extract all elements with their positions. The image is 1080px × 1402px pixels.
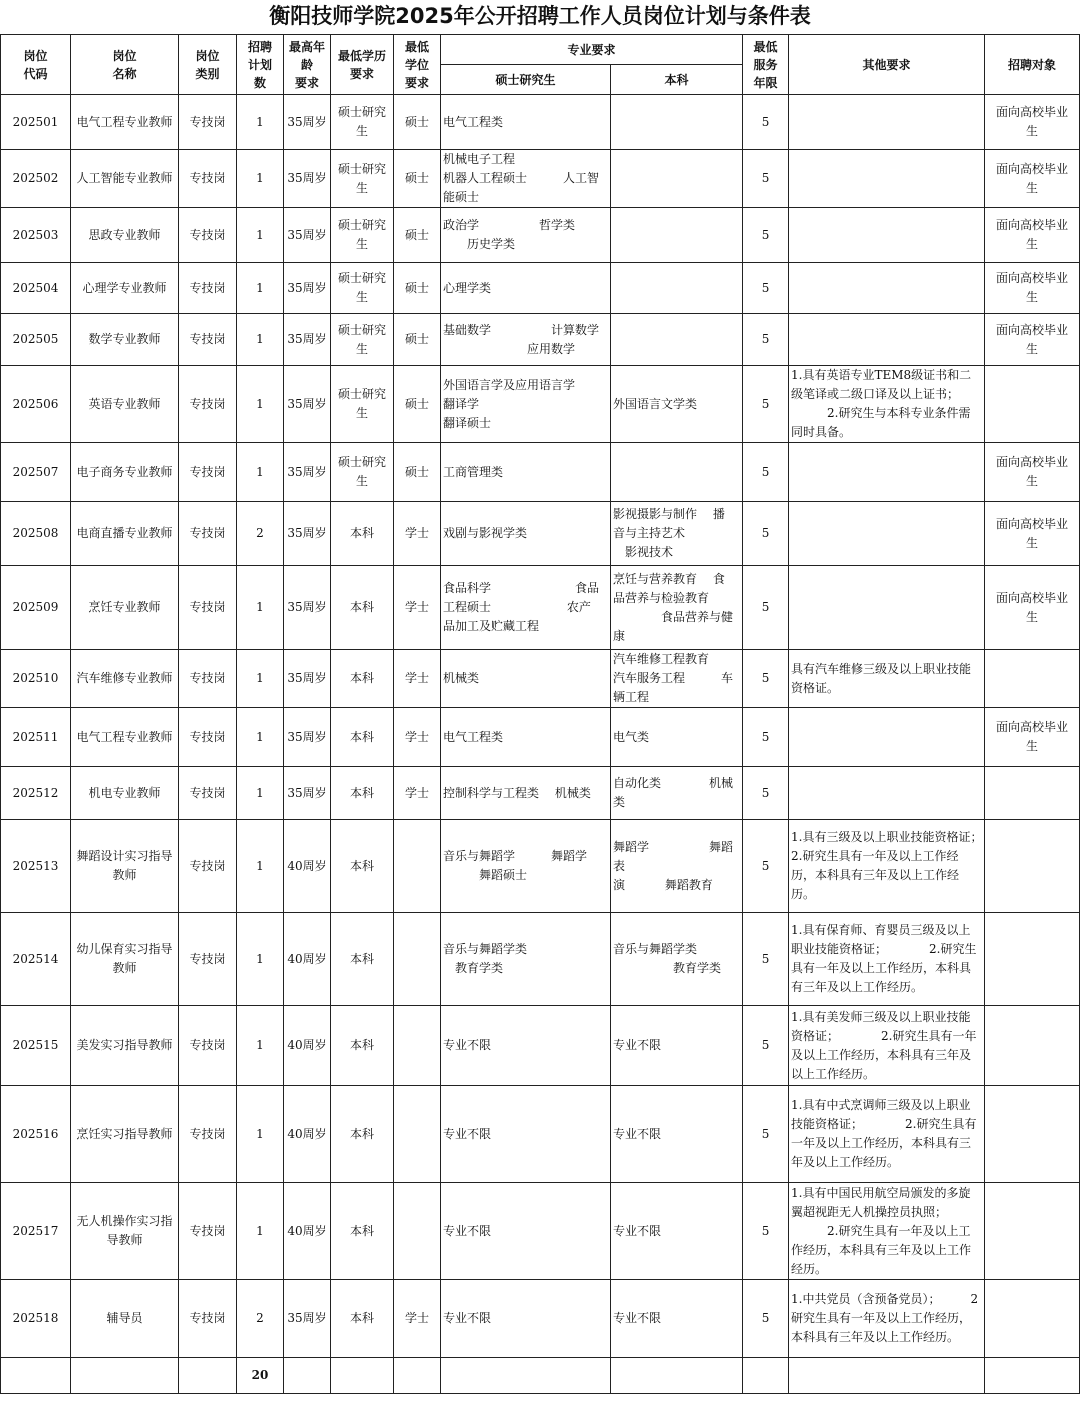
- total-empty-cell: [441, 1358, 611, 1394]
- cell-category: 专技岗: [179, 1280, 237, 1358]
- table-body: [1, 95, 1080, 1394]
- cell-major-bachelor: [611, 443, 743, 502]
- cell-category: 专技岗: [179, 208, 237, 263]
- total-empty-cell: [394, 1358, 441, 1394]
- cell-category: 专技岗: [179, 708, 237, 767]
- cell-target: [985, 767, 1080, 820]
- cell-min-degree: 硕士: [394, 208, 441, 263]
- cell-category: 专技岗: [179, 1183, 237, 1280]
- cell-count: 1: [237, 263, 284, 314]
- cell-major-master: 食品科学 食品 工程硕士 农产 品加工及贮藏工程: [441, 566, 611, 650]
- cell-min-degree: 硕士: [394, 150, 441, 208]
- cell-code: 202501: [1, 95, 71, 150]
- cell-min-education: 本科: [331, 1086, 394, 1183]
- cell-target: 面向高校毕业 生: [985, 314, 1080, 366]
- table-row: [1, 767, 1080, 820]
- cell-major-master: 心理学类: [441, 263, 611, 314]
- cell-target: 面向高校毕业 生: [985, 502, 1080, 566]
- cell-min-education: 本科: [331, 767, 394, 820]
- cell-other-requirements: [789, 95, 985, 150]
- table-row: [1, 1006, 1080, 1086]
- cell-major-master: 基础数学 计算数学 应用数学: [441, 314, 611, 366]
- cell-code: 202509: [1, 566, 71, 650]
- cell-category: 专技岗: [179, 95, 237, 150]
- header-min-education: 最低学历 要求: [331, 35, 394, 95]
- cell-category: 专技岗: [179, 366, 237, 443]
- cell-position-name: 机电专业教师: [71, 767, 179, 820]
- cell-major-master: 专业不限: [441, 1006, 611, 1086]
- table-row: [1, 208, 1080, 263]
- cell-count: 1: [237, 913, 284, 1006]
- cell-target: 面向高校毕业 生: [985, 208, 1080, 263]
- table-row: [1, 913, 1080, 1006]
- total-empty-cell: [331, 1358, 394, 1394]
- cell-count: 1: [237, 150, 284, 208]
- header-min-degree: 最低 学位 要求: [394, 35, 441, 95]
- cell-min-service: 5: [743, 566, 789, 650]
- total-count: 20: [237, 1358, 284, 1394]
- cell-position-name: 烹饪实习指导教师: [71, 1086, 179, 1183]
- cell-count: 1: [237, 1006, 284, 1086]
- cell-min-education: 本科: [331, 708, 394, 767]
- cell-code: 202513: [1, 820, 71, 913]
- cell-count: 1: [237, 767, 284, 820]
- header-category: 岗位 类别: [179, 35, 237, 95]
- cell-major-master: 电气工程类: [441, 708, 611, 767]
- cell-major-master: 外国语言学及应用语言学 翻译学 翻译硕士: [441, 366, 611, 443]
- cell-min-degree: [394, 913, 441, 1006]
- cell-max-age: 35周岁: [284, 95, 331, 150]
- cell-max-age: 35周岁: [284, 208, 331, 263]
- header-min-service: 最低 服务 年限: [743, 35, 789, 95]
- total-empty-cell: [71, 1358, 179, 1394]
- cell-max-age: 35周岁: [284, 314, 331, 366]
- cell-min-service: 5: [743, 1183, 789, 1280]
- total-empty-cell: [743, 1358, 789, 1394]
- cell-position-name: 电气工程专业教师: [71, 95, 179, 150]
- cell-max-age: 35周岁: [284, 502, 331, 566]
- cell-code: 202511: [1, 708, 71, 767]
- cell-min-service: 5: [743, 502, 789, 566]
- total-empty-cell: [179, 1358, 237, 1394]
- cell-position-name: 幼儿保育实习指导 教师: [71, 913, 179, 1006]
- cell-other-requirements: [789, 502, 985, 566]
- cell-major-bachelor: [611, 263, 743, 314]
- cell-category: 专技岗: [179, 1086, 237, 1183]
- cell-other-requirements: [789, 150, 985, 208]
- cell-target: [985, 913, 1080, 1006]
- cell-code: 202517: [1, 1183, 71, 1280]
- cell-count: 1: [237, 566, 284, 650]
- cell-min-education: 本科: [331, 913, 394, 1006]
- cell-min-education: 硕士研究 生: [331, 208, 394, 263]
- cell-max-age: 40周岁: [284, 1006, 331, 1086]
- cell-position-name: 汽车维修专业教师: [71, 650, 179, 708]
- cell-min-education: 硕士研究 生: [331, 314, 394, 366]
- cell-position-name: 无人机操作实习指 导教师: [71, 1183, 179, 1280]
- table-row: [1, 1280, 1080, 1358]
- cell-position-name: 英语专业教师: [71, 366, 179, 443]
- cell-min-degree: 学士: [394, 708, 441, 767]
- cell-count: 1: [237, 208, 284, 263]
- cell-other-requirements: 1.具有保育师、育婴员三级及以上职业技能资格证； 2.研究生具有一年及以上工作经历，本科具有三年及以上工作经历。: [789, 913, 985, 1006]
- cell-other-requirements: [789, 708, 985, 767]
- cell-min-degree: 硕士: [394, 95, 441, 150]
- cell-category: 专技岗: [179, 650, 237, 708]
- cell-count: 1: [237, 443, 284, 502]
- cell-other-requirements: [789, 767, 985, 820]
- cell-position-name: 人工智能专业教师: [71, 150, 179, 208]
- cell-code: 202505: [1, 314, 71, 366]
- cell-code: 202518: [1, 1280, 71, 1358]
- cell-count: 1: [237, 650, 284, 708]
- cell-min-education: 本科: [331, 820, 394, 913]
- cell-major-bachelor: 烹饪与营养教育 食 品营养与检验教育 食品营养与健 康: [611, 566, 743, 650]
- cell-category: 专技岗: [179, 1006, 237, 1086]
- cell-count: 1: [237, 1183, 284, 1280]
- cell-min-degree: 学士: [394, 767, 441, 820]
- cell-target: [985, 1006, 1080, 1086]
- cell-category: 专技岗: [179, 502, 237, 566]
- cell-other-requirements: [789, 443, 985, 502]
- cell-major-master: 电气工程类: [441, 95, 611, 150]
- cell-category: 专技岗: [179, 314, 237, 366]
- cell-min-service: 5: [743, 263, 789, 314]
- cell-count: 1: [237, 95, 284, 150]
- cell-target: 面向高校毕业 生: [985, 708, 1080, 767]
- cell-major-master: 专业不限: [441, 1086, 611, 1183]
- cell-major-master: 政治学 哲学类 历史学类: [441, 208, 611, 263]
- cell-min-service: 5: [743, 650, 789, 708]
- header-count: 招聘 计划 数: [237, 35, 284, 95]
- cell-max-age: 40周岁: [284, 1086, 331, 1183]
- cell-major-bachelor: 专业不限: [611, 1183, 743, 1280]
- total-empty-cell: [611, 1358, 743, 1394]
- cell-min-education: 硕士研究 生: [331, 443, 394, 502]
- cell-category: 专技岗: [179, 263, 237, 314]
- cell-major-bachelor: 影视摄影与制作 播 音与主持艺术 影视技术: [611, 502, 743, 566]
- cell-target: [985, 366, 1080, 443]
- cell-max-age: 35周岁: [284, 767, 331, 820]
- cell-min-education: 本科: [331, 502, 394, 566]
- cell-major-bachelor: [611, 150, 743, 208]
- cell-target: [985, 1280, 1080, 1358]
- cell-min-service: 5: [743, 708, 789, 767]
- cell-position-name: 电子商务专业教师: [71, 443, 179, 502]
- cell-position-name: 思政专业教师: [71, 208, 179, 263]
- page-title: 衡阳技师学院2025年公开招聘工作人员岗位计划与条件表: [269, 4, 811, 28]
- cell-min-service: 5: [743, 95, 789, 150]
- total-empty-cell: [985, 1358, 1080, 1394]
- cell-major-master: 机械类: [441, 650, 611, 708]
- table-row: [1, 443, 1080, 502]
- cell-min-service: 5: [743, 1086, 789, 1183]
- cell-major-bachelor: 舞蹈学 舞蹈表 演 舞蹈教育: [611, 820, 743, 913]
- header-code: 岗位 代码: [1, 35, 71, 95]
- cell-min-service: 5: [743, 314, 789, 366]
- cell-major-bachelor: 专业不限: [611, 1006, 743, 1086]
- cell-target: 面向高校毕业 生: [985, 95, 1080, 150]
- cell-major-master: 音乐与舞蹈学类 教育学类: [441, 913, 611, 1006]
- cell-max-age: 35周岁: [284, 708, 331, 767]
- cell-min-education: 本科: [331, 1280, 394, 1358]
- cell-category: 专技岗: [179, 443, 237, 502]
- cell-code: 202516: [1, 1086, 71, 1183]
- cell-code: 202508: [1, 502, 71, 566]
- cell-category: 专技岗: [179, 820, 237, 913]
- cell-count: 1: [237, 1086, 284, 1183]
- cell-code: 202510: [1, 650, 71, 708]
- cell-count: 2: [237, 502, 284, 566]
- cell-max-age: 35周岁: [284, 1280, 331, 1358]
- cell-major-bachelor: [611, 95, 743, 150]
- cell-target: 面向高校毕业 生: [985, 150, 1080, 208]
- cell-target: 面向高校毕业 生: [985, 263, 1080, 314]
- cell-max-age: 40周岁: [284, 820, 331, 913]
- job-plan-table: [0, 34, 1080, 1394]
- cell-code: 202514: [1, 913, 71, 1006]
- cell-min-education: 本科: [331, 566, 394, 650]
- cell-count: 1: [237, 314, 284, 366]
- cell-max-age: 40周岁: [284, 1183, 331, 1280]
- cell-major-bachelor: 专业不限: [611, 1280, 743, 1358]
- cell-max-age: 35周岁: [284, 150, 331, 208]
- cell-major-bachelor: 专业不限: [611, 1086, 743, 1183]
- cell-min-education: 硕士研究 生: [331, 150, 394, 208]
- cell-min-degree: 学士: [394, 566, 441, 650]
- cell-target: 面向高校毕业 生: [985, 443, 1080, 502]
- header-major: 专业要求: [441, 35, 743, 65]
- table-row: [1, 314, 1080, 366]
- cell-min-degree: 硕士: [394, 366, 441, 443]
- cell-max-age: 40周岁: [284, 913, 331, 1006]
- cell-min-degree: [394, 1086, 441, 1183]
- cell-position-name: 烹饪专业教师: [71, 566, 179, 650]
- cell-other-requirements: 1.具有英语专业TEM8级证书和二级笔译或二级口译及以上证书； 2.研究生与本科专业条件需同时具备。: [789, 366, 985, 443]
- table-row: [1, 566, 1080, 650]
- cell-code: 202502: [1, 150, 71, 208]
- cell-target: [985, 650, 1080, 708]
- table-row: [1, 1183, 1080, 1280]
- cell-other-requirements: 1.具有三级及以上职业技能资格证； 2.研究生具有一年及以上工作经历，本科具有三年及以上工作经历。: [789, 820, 985, 913]
- cell-other-requirements: 1.具有中式烹调师三级及以上职业技能资格证； 2.研究生具有一年及以上工作经历，本科具有三年及以上工作经历。: [789, 1086, 985, 1183]
- table-row: [1, 95, 1080, 150]
- cell-min-education: 本科: [331, 650, 394, 708]
- table-row: [1, 650, 1080, 708]
- cell-code: 202503: [1, 208, 71, 263]
- cell-target: [985, 1086, 1080, 1183]
- table-row: [1, 366, 1080, 443]
- cell-position-name: 心理学专业教师: [71, 263, 179, 314]
- cell-count: 1: [237, 366, 284, 443]
- header-row-1: [1, 35, 1080, 65]
- cell-max-age: 35周岁: [284, 650, 331, 708]
- cell-other-requirements: [789, 566, 985, 650]
- cell-min-degree: 硕士: [394, 263, 441, 314]
- table-row: [1, 502, 1080, 566]
- cell-position-name: 电商直播专业教师: [71, 502, 179, 566]
- cell-min-degree: [394, 1006, 441, 1086]
- cell-other-requirements: [789, 314, 985, 366]
- cell-code: 202507: [1, 443, 71, 502]
- cell-count: 1: [237, 708, 284, 767]
- cell-min-degree: [394, 1183, 441, 1280]
- cell-other-requirements: 具有汽车维修三级及以上职业技能资格证。: [789, 650, 985, 708]
- table-row: [1, 150, 1080, 208]
- cell-category: 专技岗: [179, 913, 237, 1006]
- cell-other-requirements: 1.具有中国民用航空局颁发的多旋翼超视距无人机操控员执照； 2.研究生具有一年及以上工作经历，本科具有三年及以上工作经历。: [789, 1183, 985, 1280]
- cell-min-service: 5: [743, 443, 789, 502]
- cell-major-master: 音乐与舞蹈学 舞蹈学 舞蹈硕士: [441, 820, 611, 913]
- cell-code: 202515: [1, 1006, 71, 1086]
- cell-min-degree: [394, 820, 441, 913]
- cell-major-master: 机械电子工程 机器人工程硕士 人工智 能硕士: [441, 150, 611, 208]
- header-major-master: 硕士研究生: [441, 65, 611, 95]
- cell-position-name: 辅导员: [71, 1280, 179, 1358]
- cell-major-bachelor: 电气类: [611, 708, 743, 767]
- cell-major-master: 专业不限: [441, 1280, 611, 1358]
- header-max-age: 最高年 龄 要求: [284, 35, 331, 95]
- cell-min-service: 5: [743, 767, 789, 820]
- cell-min-degree: 学士: [394, 502, 441, 566]
- cell-other-requirements: [789, 263, 985, 314]
- header-name: 岗位 名称: [71, 35, 179, 95]
- header-other: 其他要求: [789, 35, 985, 95]
- header-major-bachelor: 本科: [611, 65, 743, 95]
- total-empty-cell: [284, 1358, 331, 1394]
- cell-code: 202506: [1, 366, 71, 443]
- cell-min-degree: 学士: [394, 1280, 441, 1358]
- cell-major-bachelor: 汽车维修工程教育 汽车服务工程 车 辆工程: [611, 650, 743, 708]
- cell-major-master: 专业不限: [441, 1183, 611, 1280]
- cell-category: 专技岗: [179, 767, 237, 820]
- cell-min-education: 硕士研究 生: [331, 95, 394, 150]
- cell-code: 202512: [1, 767, 71, 820]
- cell-min-service: 5: [743, 913, 789, 1006]
- cell-position-name: 舞蹈设计实习指导 教师: [71, 820, 179, 913]
- header-target: 招聘对象: [985, 35, 1080, 95]
- table-row: [1, 820, 1080, 913]
- cell-min-degree: 硕士: [394, 314, 441, 366]
- cell-major-master: 工商管理类: [441, 443, 611, 502]
- cell-position-name: 电气工程专业教师: [71, 708, 179, 767]
- cell-major-bachelor: 音乐与舞蹈学类 教育学类: [611, 913, 743, 1006]
- cell-target: [985, 1183, 1080, 1280]
- cell-other-requirements: 1.具有美发师三级及以上职业技能资格证； 2.研究生具有一年及以上工作经历，本科具有三年及以上工作经历。: [789, 1006, 985, 1086]
- total-empty-cell: [1, 1358, 71, 1394]
- cell-position-name: 美发实习指导教师: [71, 1006, 179, 1086]
- cell-category: 专技岗: [179, 566, 237, 650]
- cell-min-service: 5: [743, 208, 789, 263]
- cell-min-degree: 硕士: [394, 443, 441, 502]
- total-row: [1, 1358, 1080, 1394]
- cell-min-service: 5: [743, 1280, 789, 1358]
- cell-min-service: 5: [743, 150, 789, 208]
- cell-other-requirements: [789, 208, 985, 263]
- cell-position-name: 数学专业教师: [71, 314, 179, 366]
- cell-category: 专技岗: [179, 150, 237, 208]
- cell-major-bachelor: [611, 314, 743, 366]
- cell-min-education: 本科: [331, 1183, 394, 1280]
- cell-min-service: 5: [743, 1006, 789, 1086]
- cell-max-age: 35周岁: [284, 566, 331, 650]
- cell-min-degree: 学士: [394, 650, 441, 708]
- cell-max-age: 35周岁: [284, 443, 331, 502]
- cell-other-requirements: 1.中共党员（含预备党员）； 2研究生具有一年及以上工作经历，本科具有三年及以上工作经历。: [789, 1280, 985, 1358]
- cell-min-education: 硕士研究 生: [331, 263, 394, 314]
- cell-code: 202504: [1, 263, 71, 314]
- cell-major-bachelor: 外国语言文学类: [611, 366, 743, 443]
- cell-target: 面向高校毕业 生: [985, 566, 1080, 650]
- cell-major-master: 戏剧与影视学类: [441, 502, 611, 566]
- cell-major-bachelor: 自动化类 机械 类: [611, 767, 743, 820]
- cell-major-master: 控制科学与工程类 机械类: [441, 767, 611, 820]
- cell-major-bachelor: [611, 208, 743, 263]
- cell-min-service: 5: [743, 820, 789, 913]
- cell-max-age: 35周岁: [284, 366, 331, 443]
- total-empty-cell: [789, 1358, 985, 1394]
- table-row: [1, 263, 1080, 314]
- cell-max-age: 35周岁: [284, 263, 331, 314]
- cell-count: 1: [237, 820, 284, 913]
- cell-min-education: 本科: [331, 1006, 394, 1086]
- table-row: [1, 708, 1080, 767]
- cell-count: 2: [237, 1280, 284, 1358]
- cell-min-service: 5: [743, 366, 789, 443]
- table-row: [1, 1086, 1080, 1183]
- cell-min-education: 硕士研究 生: [331, 366, 394, 443]
